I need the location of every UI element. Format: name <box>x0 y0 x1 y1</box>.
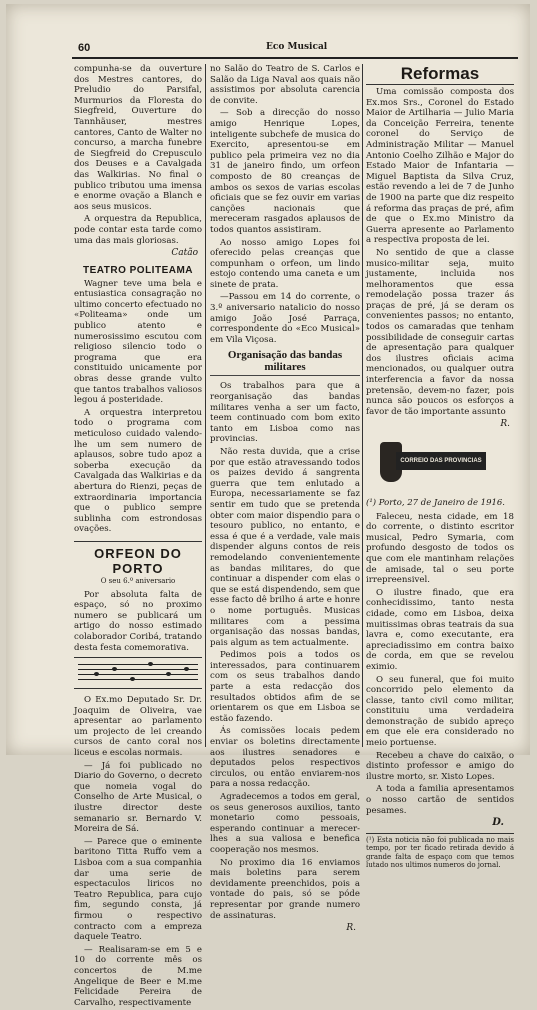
column-2 <box>210 64 360 938</box>
heading-reformas: Reformas <box>366 64 514 85</box>
signature-r: R. <box>346 923 356 934</box>
col2-paragraph: Pedimos pois a todos os interessados, para continuarem com os seus trabalhos dando parte a esta redacção dos resultados obtidos afim de se orientarem os que em Lisboa se estão fazendo. <box>210 650 360 724</box>
col2-paragraph: no Salão do Teatro de S. Carlos e Salão da Liga Naval aos quais não assistimos por absoluta carencia de convite. <box>210 64 360 106</box>
col2-paragraph: — Sob a direcção do nosso amigo Henrique Lopes, inteligente subchefe de musica do Exercito, apresentou-se em publico pela primeira vez no dia 31 de janeiro findo, um orfeon composto de 80 creanças de ambos os sexos de varias escolas oficiais que se fez ouvir em varias canções nacionais que mereceram rasgados aplausos de todos quantos assistiram. <box>210 108 360 235</box>
col1-paragraph: Por absoluta falta de espaço, só no proximo numero se publicará um artigo do nosso estimado colaborador Coribá, tratando desta festa comemorativa. <box>74 589 202 653</box>
col2-paragraph: —Passou em 14 do corrente, o 3.º aniversario natalicio do nosso amigo João José Parraça, correspondente do «Eco Musical» em Vila Viçosa. <box>210 292 360 345</box>
footnote: (¹) Esta noticia não foi publicada no mais tempo, por ter ficado retirada devido á grande falta de espaço com que temos lutado nos ultimos numeros do jornal. <box>366 833 514 870</box>
col2-paragraph: Ao nosso amigo Lopes foi oferecido pelas creanças que compunham o orfeon, um lindo estojo contendo uma caneta e um sinete de prata. <box>210 237 360 290</box>
heading-organisacao-bandas: Organisação das bandas militares <box>210 349 360 376</box>
music-staff-ornament <box>74 657 202 689</box>
col1-paragraph: — Parece que o eminente baritono Titta Ruffo vem a Lisboa com a sua companhia dar uma serie de espectaculos liricos no Teatro Republica, para cujo fim, segundo consta, já firmou o respectivo contracto com a empreza daquele Teatro. <box>74 836 202 943</box>
col3-paragraph: A toda a familia apresentamos o nosso cartão de sentidos pesames. <box>366 784 514 816</box>
col1-paragraph: A orquestra interpretou todo o programa com meticuloso cuidado valendo-lhe um sem numero de aplausos, sobre tudo apoz a soberba execução da Cavalgada das Walkirias e da abertura do Rienzi, peças de extraordinaria importancia que o publico sempre sublinha com estrondosas ovações. <box>74 407 202 535</box>
col1-paragraph: compunha-se da ouverture dos Mestres cantores, do Preludio do Parsifal, Murmurios da Floresta do Siegfreid, Ouverture do Tannhäuser, mestres cantores, Canto de Walter no concurso, a marcha funebre de Siegfreid do Crepusculo dos Deuses e a Cavalgada das Walkirias. No final o publico tributou uma imensa e enorme ovação a Blanch e aos seus musicos. <box>74 64 202 212</box>
col3-paragraph: Recebeu a chave do caixão, o distinto professor e amigo do ilustre morto, sr. Xisto Lopes. <box>366 750 514 782</box>
heading-teatro-politeama: TEATRO POLITEAMA <box>82 264 194 276</box>
header-rule <box>72 57 518 59</box>
heading-orfeon-do-porto: ORFEON DO PORTO <box>74 541 202 576</box>
col2-paragraph: Não resta duvida, que a crise por que estão atravessando todos os paizes devido á sangrenta guerra que tem enlutado a Europa, necessariamente se faz sentir em tudo que se pretenda obter com maior dispendio para o tesouro publico, no entanto, e essa é que é a verdade, vale mais dispender alguns contos de reis remodelando convenientemente as bandas militares, do que continuar a dispender com elas o que se está dispendendo, sem que esse facto dê brilho á arte e honre o nome português. Musicas militares com a pessima organisação das nossas bandas, pais algum as tem actualmente. <box>210 447 360 648</box>
col1-paragraph: A orquestra da Republica, pode contar esta tarde como uma das mais gloriosas. <box>74 214 202 246</box>
col3-paragraph: Uma comissão composta dos Ex.mos Srs., Coronel do Estado Maior de Artilharia — Julio Maria da Conceição Ferreira, tenente coronel do Serviço de Administração Militar — Manuel Antonio Coelho Zilhão e Major do Estado Maior de Infantaria — Miguel Baptista da Silva Cruz, estão revendo a lei de 7 de Junho de 1900 na parte que diz respeito á reforma das praças de pré, afim de que o Ex.mo Ministro da Guerra apresente ao Parlamento a respectiva proposta de lei. <box>366 87 514 246</box>
col2-paragraph: Os trabalhos para que a reorganisação das bandas militares venha a ser um facto, teem continuado com bom exito tanto em Lisboa como nas provincias. <box>210 381 360 445</box>
col1-paragraph: O Ex.mo Deputado Sr. Dr. Joaquim de Oliveira, vae apresentar ao parlamento um projecto de lei creando cursos de canto coral nos liceus e escolas normais. <box>74 695 202 759</box>
col1-paragraph: — Já foi publicado no Diario do Governo, o decreto que nomeia vogal do Conselho de Arte Musical, o ilustre director deste semanario sr. Bernardo V. Moreira de Sá. <box>74 760 202 835</box>
signature-d: D. <box>492 817 504 829</box>
column-1 <box>74 64 202 1010</box>
newspaper-page <box>6 4 530 1008</box>
col2-paragraph: Ás comissões locais pedem enviar os boletins directamente aos ilustres senadores e deputados pelos respectivos circulos, ou então enviarem-nos para a nossa redacção. <box>210 726 360 790</box>
col3-paragraph: O ilustre finado, que era conhecidissimo, tanto nesta cidade, como em Lisboa, deixa muitissimas obras teatrais da sua lavra e, como executante, era apreciadissimo em contra baixo de corda, em que se revelou eximio. <box>366 587 514 672</box>
col1-paragraph: — Realisaram-se em 5 e 10 do corrente mês os concertos de M.me Angelique de Beer e M.me Felicidade Pereira de Carvalho, respectivamente <box>74 944 202 1008</box>
column-divider-1 <box>205 64 206 747</box>
page-number: 60 <box>78 42 91 54</box>
col3-paragraph: No sentido de que a classe musico-militar seja, muito justamente, incluida nos melhoramentos que essa remodelação possa trazer ás praças de pré, já se deram os convenientes passos; no entanto, todos os camaradas que tenham possibilidade de conseguir cartas de apresentação para qualquer dos ilustres oficiais acima mencionados, ou qualquer outra interferencia a favor da nossa pretensão, devem-no fazer, pois nunca são poucos os esforços a favor de tão importante assunto <box>366 247 514 417</box>
col2-paragraph: Agradecemos a todos em geral, os seus generosos auxilios, tanto monetario como pessoais, esperando continuar a merecer-lhes a sua valiosa e benefica cooperação nos mesmos. <box>210 792 360 855</box>
column-divider-2 <box>362 64 363 747</box>
correio-provincias-emblem <box>366 436 514 494</box>
col3-paragraph: Faleceu, nesta cidade, em 18 do corrente, o distinto escritor musical, Pedro Symaria, com profundo desgosto de todos os que com ele mantinham relações de amisade, tal o seu porte irrepreensivel. <box>366 511 514 586</box>
signature-r: R. <box>500 419 510 430</box>
running-header <box>56 42 520 56</box>
orfeon-subtitle: O seu 6.º aniversario <box>100 576 176 585</box>
col3-paragraph: O seu funeral, que foi muito concorrido pelo elemento da classe, tanto civil como militar, constituiu uma verdadeira demonstração de subido apreço em que ele era considerado no meio portuense. <box>366 674 514 749</box>
emblem-banner: CORREIO DAS PROVINCIAS <box>396 452 486 470</box>
signature-catao: Catão <box>171 248 198 259</box>
col1-paragraph: Wagner teve uma bela e entusiastica consagração no ultimo concerto efectuado no «Politeama» onde um publico atento e numerosissimo escutou com religioso silencio todo o programa que era constituido unicamente por obras desse grande vulto que tantos trabalhos valiosos legou á posteridade. <box>74 278 202 406</box>
dateline: (¹) Porto, 27 de Janeiro de 1916. <box>366 498 506 508</box>
column-3 <box>366 64 514 869</box>
running-title: Eco Musical <box>266 42 328 52</box>
col2-paragraph: No proximo dia 16 enviamos mais boletins para serem devidamente preenchidos, pois a vontade do pais, só se póde representar por grande numero de assinaturas. <box>210 857 360 921</box>
